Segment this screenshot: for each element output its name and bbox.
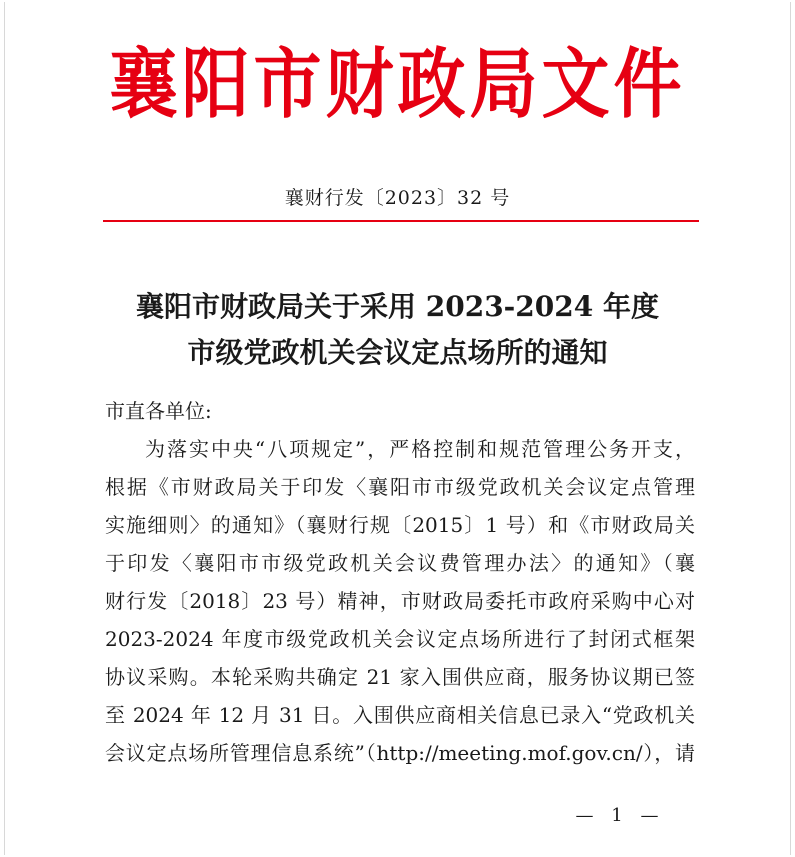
body-line: 于印发〈襄阳市市级党政机关会议费管理办法〉的通知》（襄 — [105, 551, 695, 575]
body-line: 2023-2024 年度市级党政机关会议定点场所进行了封闭式框架 — [105, 627, 695, 651]
body-line: 财行发〔2018〕23 号）精神，市财政局委托市政府采购中心对 — [105, 589, 695, 613]
body-line: 协议采购。本轮采购共确定 21 家入围供应商，服务协议期已签 — [105, 665, 695, 689]
red-separator-line — [103, 220, 699, 222]
notice-title-line-2: 市级党政机关会议定点场所的通知 — [187, 336, 608, 369]
document-number: 襄财行发〔2023〕32 号 — [284, 187, 511, 209]
notice-title — [0, 284, 795, 376]
body-line: 为落实中央“八项规定”，严格控制和规范管理公务开支， — [145, 437, 695, 461]
page-number: — 1 — — [575, 805, 665, 826]
salutation: 市直各单位: — [105, 399, 212, 423]
body-line: 实施细则〉的通知》（襄财行规〔2015〕1 号）和《市财政局关 — [105, 513, 695, 537]
body-line: 根据《市财政局关于印发〈襄阳市市级党政机关会议定点管理 — [105, 475, 695, 499]
document-masthead: 襄阳市财政局文件 — [109, 40, 686, 130]
body-line: 至 2024 年 12 月 31 日。入围供应商相关信息已录入“党政机关 — [105, 703, 695, 727]
body-paragraph — [105, 430, 705, 772]
body-line: 会议定点场所管理信息系统”（http://meeting.mof.gov.cn/），请 — [105, 741, 695, 765]
notice-title-line-1: 襄阳市财政局关于采用 2023-2024 年度 — [136, 290, 659, 323]
